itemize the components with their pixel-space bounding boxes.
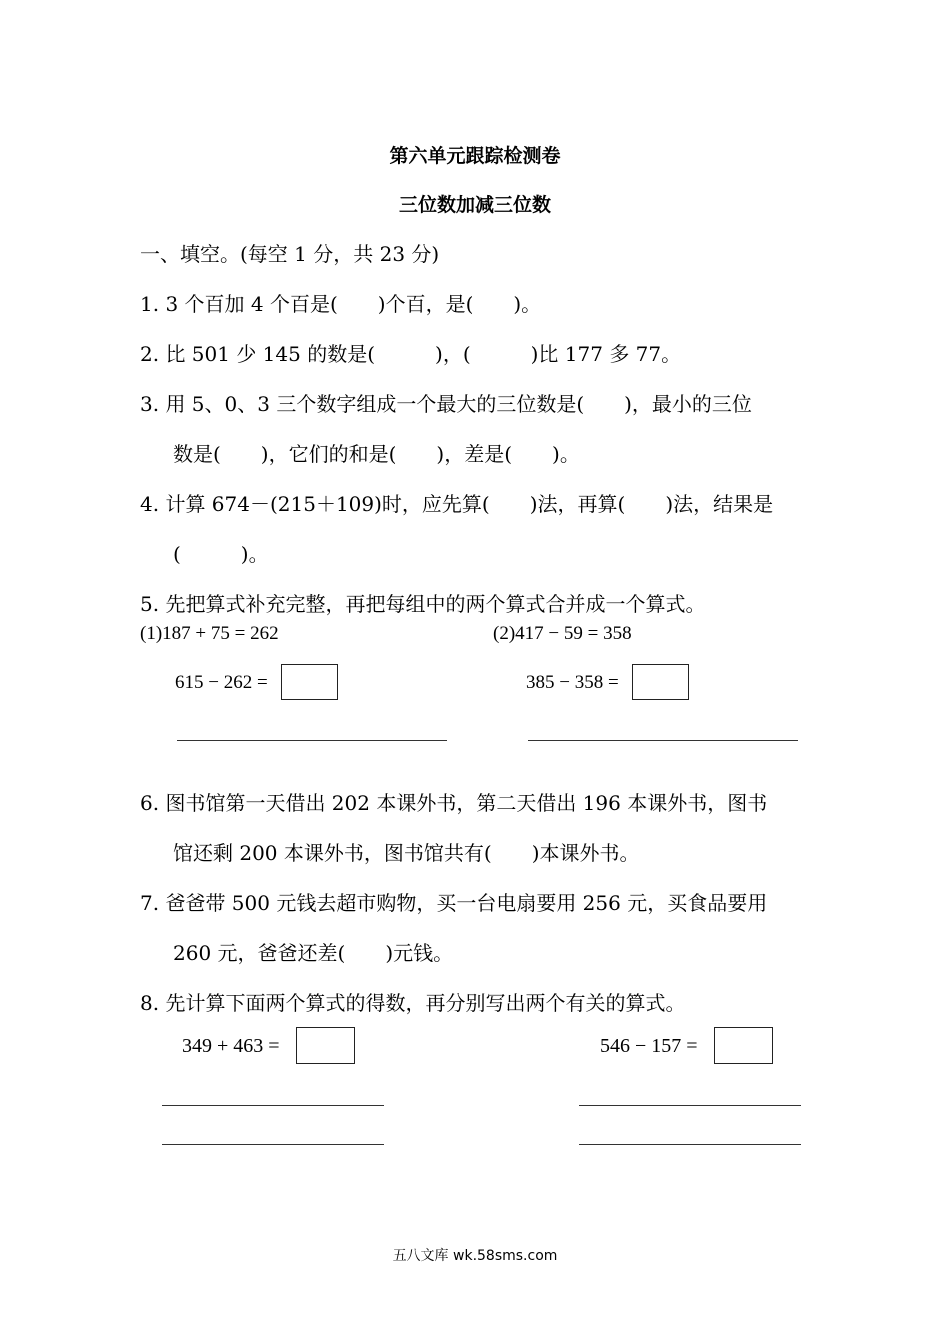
question-7-line-2: 260 元，爸爸还差( )元钱。 bbox=[173, 941, 454, 965]
q5-group2-answer-line[interactable] bbox=[528, 740, 798, 741]
question-8: 8. 先计算下面两个算式的得数，再分别写出两个有关的算式。 bbox=[140, 991, 686, 1015]
q8-right-answer-line-2[interactable] bbox=[579, 1144, 801, 1145]
q5-group1-equation: (1)187 + 75 = 262 bbox=[140, 623, 279, 644]
question-1: 1. 3 个百加 4 个百是( )个百，是( )。 bbox=[140, 292, 542, 316]
q5-group2-equation: (2)417 − 59 = 358 bbox=[493, 623, 632, 644]
question-5: 5. 先把算式补充完整，再把每组中的两个算式合并成一个算式。 bbox=[140, 592, 706, 616]
q8-answer-box-2[interactable] bbox=[714, 1027, 773, 1064]
q8-right-answer-line-1[interactable] bbox=[579, 1105, 801, 1106]
question-7-line-1: 7. 爸爸带 500 元钱去超市购物，买一台电扇要用 256 元，买食品要用 bbox=[140, 891, 768, 915]
page-title: 第六单元跟踪检测卷 bbox=[389, 145, 561, 167]
q5-group1-answer-box[interactable] bbox=[281, 664, 338, 700]
question-4-line-2: ( )。 bbox=[173, 542, 269, 566]
question-2: 2. 比 501 少 145 的数是( )，( )比 177 多 77。 bbox=[140, 342, 682, 366]
question-6-line-2: 馆还剩 200 本课外书，图书馆共有( )本课外书。 bbox=[173, 841, 640, 865]
q5-group2-blank-equation: 385 − 358 = bbox=[526, 672, 619, 693]
q8-left-answer-line-1[interactable] bbox=[162, 1105, 384, 1106]
q8-equation-2: 546 − 157 = bbox=[600, 1035, 698, 1057]
q8-answer-box-1[interactable] bbox=[296, 1027, 355, 1064]
q8-left-answer-line-2[interactable] bbox=[162, 1144, 384, 1145]
page-subtitle: 三位数加减三位数 bbox=[398, 194, 551, 216]
section-heading: 一、填空。(每空 1 分，共 23 分) bbox=[140, 242, 440, 266]
question-4-line-1: 4. 计算 674－(215＋109)时，应先算( )法，再算( )法，结果是 bbox=[140, 492, 774, 516]
q5-group2-answer-box[interactable] bbox=[632, 664, 689, 700]
q5-group1-answer-line[interactable] bbox=[177, 740, 447, 741]
q8-equation-1: 349 + 463 = bbox=[182, 1035, 280, 1057]
question-3-line-1: 3. 用 5、0、3 三个数字组成一个最大的三位数是( )，最小的三位 bbox=[140, 392, 752, 416]
q5-group1-blank-equation: 615 − 262 = bbox=[175, 672, 268, 693]
footer-watermark: 五八文库 wk.58sms.com bbox=[392, 1248, 558, 1264]
question-3-line-2: 数是( )，它们的和是( )，差是( )。 bbox=[173, 442, 580, 466]
question-6-line-1: 6. 图书馆第一天借出 202 本课外书，第二天借出 196 本课外书，图书 bbox=[140, 791, 768, 815]
